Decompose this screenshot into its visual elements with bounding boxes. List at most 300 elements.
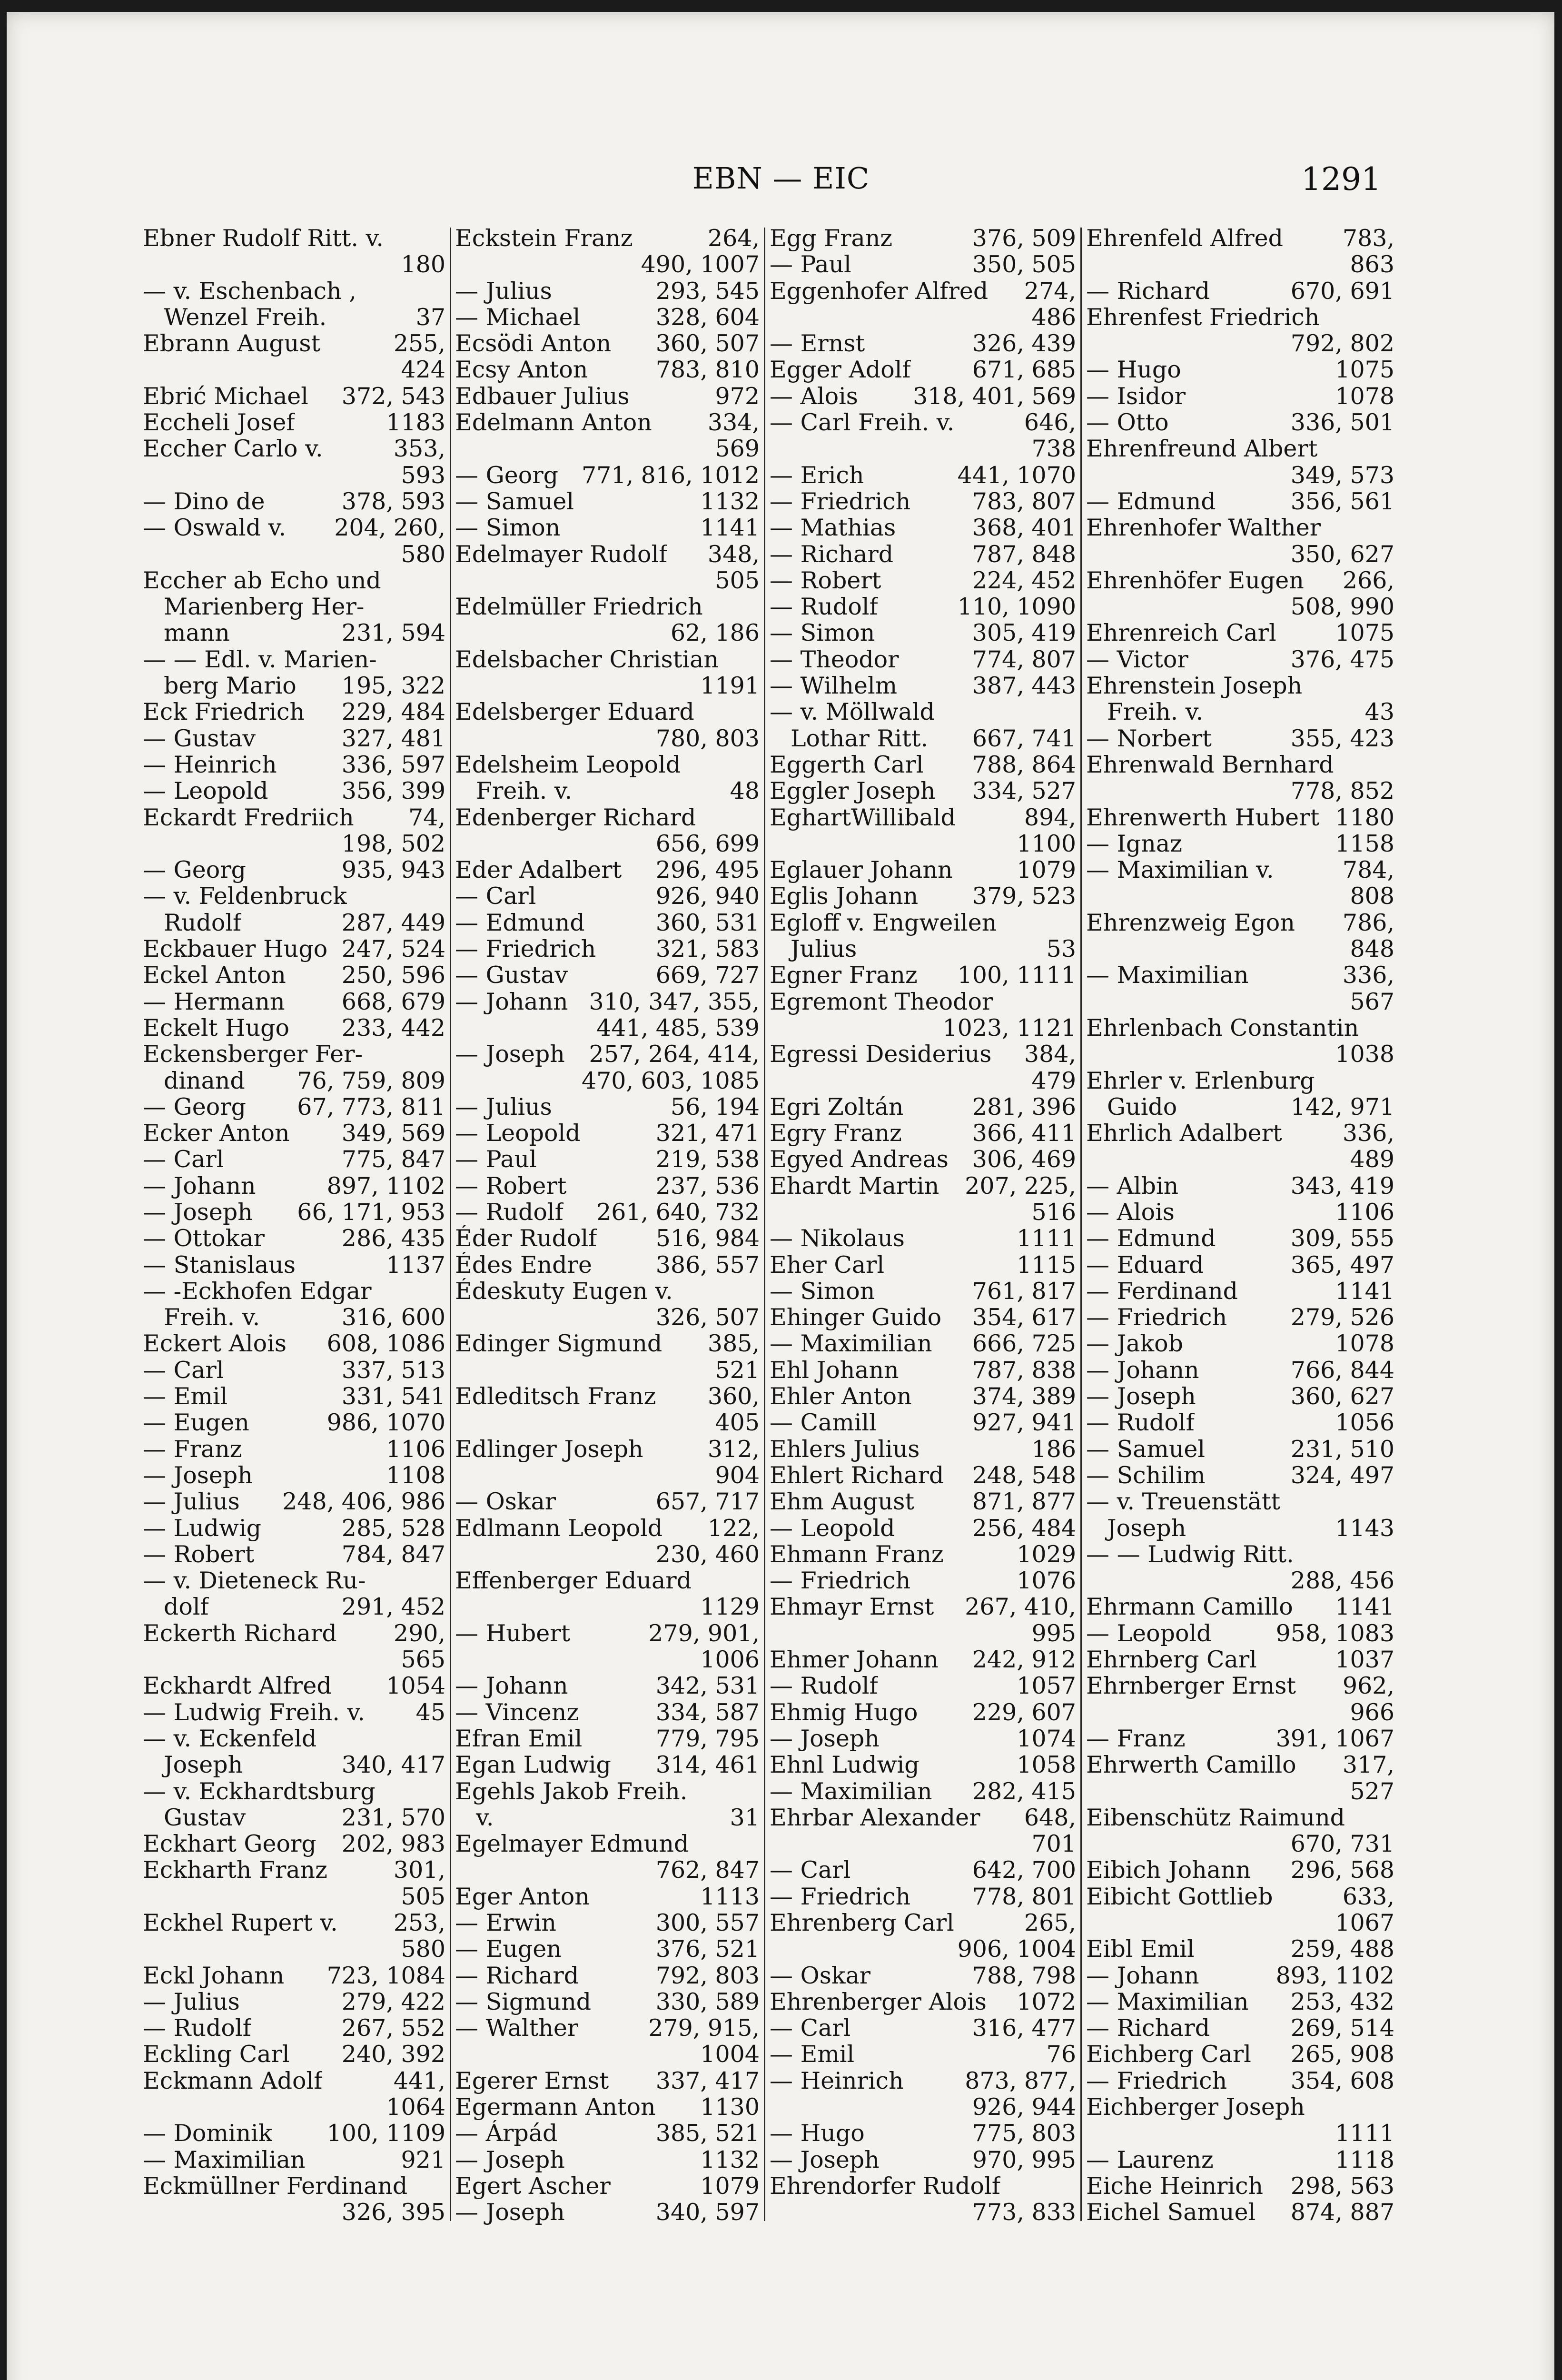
index-entry bbox=[770, 1726, 1076, 1752]
index-entry bbox=[143, 883, 445, 909]
index-entry bbox=[1086, 1409, 1394, 1436]
entry-name: Eichberg Carl bbox=[1086, 2041, 1251, 2068]
entry-name: Ehrenberger Alois bbox=[770, 1988, 987, 2015]
index-entry bbox=[143, 1594, 445, 1620]
entry-name: — Nikolaus bbox=[770, 1225, 905, 1252]
index-entry bbox=[770, 2173, 1076, 2199]
index-entry bbox=[143, 462, 445, 488]
entry-pages: 486 bbox=[1031, 304, 1076, 331]
index-entry bbox=[455, 251, 760, 278]
entry-pages: 1075 bbox=[1335, 620, 1394, 646]
entry-name: — Gustav bbox=[143, 725, 256, 752]
entry-pages: 441, 485, 539 bbox=[596, 1014, 760, 1041]
entry-pages: 372, 543 bbox=[341, 383, 445, 410]
index-entry bbox=[455, 2041, 760, 2067]
entry-pages: 66, 171, 953 bbox=[297, 1199, 445, 1226]
entry-name: — v. Eckhardtsburg bbox=[143, 1778, 376, 1805]
entry-name: Edlinger Joseph bbox=[455, 1436, 643, 1462]
entry-pages: 240, 392 bbox=[341, 2041, 445, 2068]
entry-name: — v. Feldenbruck bbox=[143, 883, 347, 910]
index-entry bbox=[455, 2068, 760, 2094]
index-entry bbox=[1086, 357, 1394, 383]
entry-name: — Julius bbox=[143, 1488, 240, 1515]
entry-name: — Robert bbox=[455, 1172, 567, 1199]
index-entry bbox=[1086, 330, 1394, 357]
entry-name: Eibl Emil bbox=[1086, 1936, 1195, 1963]
index-entry bbox=[143, 594, 445, 620]
entry-name: dolf bbox=[164, 1594, 209, 1620]
index-entry bbox=[1086, 804, 1394, 831]
index-entry bbox=[143, 251, 445, 278]
index-entry bbox=[455, 383, 760, 409]
entry-pages bbox=[1391, 2094, 1394, 2120]
entry-pages: 670, 691 bbox=[1290, 278, 1394, 304]
entry-pages: 966 bbox=[1350, 1699, 1394, 1726]
entry-name: — Johann bbox=[455, 1673, 568, 1699]
index-entry bbox=[455, 804, 760, 831]
entry-name: — Wilhelm bbox=[770, 673, 898, 699]
index-entry bbox=[1086, 567, 1394, 594]
entry-pages: 334, bbox=[707, 409, 760, 436]
index-entry bbox=[143, 1726, 445, 1752]
index-entry bbox=[770, 1146, 1076, 1172]
entry-pages: 784, bbox=[1342, 857, 1394, 883]
index-entry bbox=[1086, 2173, 1394, 2199]
entry-name: Eibenschütz Raimund bbox=[1086, 1804, 1345, 1831]
entry-name: — Friedrich bbox=[1086, 2067, 1227, 2094]
entry-name: — Paul bbox=[455, 1146, 537, 1173]
entry-name: Ehrnberger Ernst bbox=[1086, 1673, 1296, 1699]
entry-pages bbox=[1391, 304, 1394, 330]
entry-name: — Edmund bbox=[1086, 488, 1216, 515]
index-entry bbox=[770, 936, 1076, 962]
index-entry bbox=[143, 2041, 445, 2067]
entry-pages: 207, 225, bbox=[965, 1172, 1076, 1199]
entry-name: — Leopold bbox=[455, 1120, 581, 1147]
entry-name: — Dominik bbox=[143, 2120, 273, 2147]
entry-pages: 365, 497 bbox=[1290, 1251, 1394, 1278]
entry-pages: 321, 583 bbox=[655, 936, 760, 962]
entry-name: — Samuel bbox=[455, 488, 574, 515]
index-entry bbox=[455, 1857, 760, 1883]
index-entry bbox=[143, 1963, 445, 1989]
entry-pages: 1074 bbox=[1017, 1725, 1076, 1752]
index-entry bbox=[455, 883, 760, 909]
entry-name: — Rudolf bbox=[770, 594, 878, 620]
index-entry bbox=[770, 2094, 1076, 2120]
entry-name: — Simon bbox=[770, 620, 875, 646]
entry-pages: 330, 589 bbox=[655, 1988, 760, 2015]
entry-pages: 773, 833 bbox=[972, 2199, 1076, 2226]
entry-name: Eckharth Franz bbox=[143, 1857, 327, 1884]
index-entry bbox=[143, 646, 445, 673]
entry-name: Wenzel Freih. bbox=[164, 304, 327, 331]
index-entry bbox=[455, 594, 760, 620]
index-entry bbox=[770, 1094, 1076, 1120]
index-entry bbox=[143, 752, 445, 778]
entry-pages bbox=[1391, 752, 1394, 778]
entry-name: — Maximilian bbox=[143, 2146, 306, 2173]
index-entry bbox=[1086, 1383, 1394, 1409]
entry-name: — Robert bbox=[770, 567, 881, 594]
entry-name: Ehrenhöfer Eugen bbox=[1086, 567, 1304, 594]
entry-pages bbox=[1391, 1068, 1394, 1094]
index-entry bbox=[770, 1304, 1076, 1330]
entry-pages: 312, bbox=[707, 1436, 760, 1462]
entry-name: — Julius bbox=[143, 1988, 240, 2015]
entry-pages: 378, 593 bbox=[341, 488, 445, 515]
entry-name: — Eugen bbox=[143, 1409, 249, 1436]
entry-name: — Ernst bbox=[770, 330, 865, 357]
entry-pages: 386, 557 bbox=[655, 1251, 760, 1278]
index-entry bbox=[770, 1383, 1076, 1409]
entry-pages: 921 bbox=[401, 2146, 445, 2173]
entry-name: Eichel Samuel bbox=[1086, 2199, 1256, 2226]
index-entry bbox=[455, 646, 760, 673]
entry-pages: 958, 1083 bbox=[1275, 1620, 1394, 1647]
entry-name: Egri Zoltán bbox=[770, 1093, 904, 1121]
page-title: EBN — EIC bbox=[692, 161, 870, 196]
index-entry bbox=[455, 1330, 760, 1357]
entry-name: Eichberger Joseph bbox=[1086, 2094, 1305, 2121]
index-entry bbox=[455, 515, 760, 541]
entry-pages bbox=[756, 1278, 760, 1304]
entry-name: dinand bbox=[164, 1067, 245, 1094]
entry-pages bbox=[756, 1567, 760, 1594]
entry-pages: 296, 495 bbox=[655, 857, 760, 883]
entry-pages: 326, 439 bbox=[972, 330, 1076, 357]
index-entry bbox=[770, 1357, 1076, 1383]
index-entry bbox=[770, 1857, 1076, 1883]
index-entry bbox=[143, 2068, 445, 2094]
entry-pages: 1106 bbox=[386, 1436, 445, 1462]
entry-pages: 787, 838 bbox=[972, 1357, 1076, 1384]
entry-name: — Joseph bbox=[770, 1725, 880, 1752]
entry-pages: 775, 803 bbox=[972, 2120, 1076, 2147]
index-entry bbox=[455, 1541, 760, 1567]
index-entry bbox=[143, 515, 445, 541]
entry-name: Edelmayer Rudolf bbox=[455, 541, 668, 567]
index-entry bbox=[770, 1120, 1076, 1146]
index-entry bbox=[1086, 1015, 1394, 1041]
index-entry bbox=[143, 1515, 445, 1541]
page-header bbox=[0, 161, 1562, 199]
entry-name: Ehler Anton bbox=[770, 1383, 912, 1410]
entry-name: — Dino de bbox=[143, 488, 265, 515]
entry-name: — Leopold bbox=[143, 778, 268, 804]
entry-pages: 110, 1090 bbox=[957, 594, 1076, 620]
entry-name: — Samuel bbox=[1086, 1436, 1206, 1462]
entry-pages: 248, 406, 986 bbox=[282, 1488, 445, 1515]
entry-name: Marienberg Her- bbox=[164, 594, 365, 620]
entry-pages: 646, bbox=[1024, 409, 1076, 436]
index-entry bbox=[770, 1989, 1076, 2015]
entry-name: — Walther bbox=[455, 2015, 579, 2042]
index-entry bbox=[770, 225, 1076, 251]
index-entry bbox=[143, 304, 445, 330]
entry-name: — Joseph bbox=[143, 1199, 253, 1226]
entry-name: Eibicht Gottlieb bbox=[1086, 1883, 1273, 1910]
index-entry bbox=[770, 1173, 1076, 1199]
index-entry bbox=[770, 1278, 1076, 1304]
entry-pages bbox=[442, 1278, 445, 1304]
entry-pages: 356, 561 bbox=[1290, 488, 1394, 515]
index-entry bbox=[1086, 1488, 1394, 1515]
index-entry bbox=[770, 1330, 1076, 1357]
index-entry bbox=[1086, 1278, 1394, 1304]
entry-name: Ehmer Johann bbox=[770, 1646, 939, 1673]
index-entry bbox=[143, 1041, 445, 1067]
index-entry bbox=[1086, 1831, 1394, 1857]
index-entry bbox=[455, 409, 760, 436]
entry-pages: 360, 507 bbox=[655, 330, 760, 357]
entry-pages: 774, 807 bbox=[972, 646, 1076, 673]
entry-name: — Johann bbox=[143, 1172, 256, 1199]
entry-pages: 1037 bbox=[1335, 1646, 1394, 1673]
entry-name: — Franz bbox=[1086, 1725, 1186, 1752]
entry-pages: 633, bbox=[1342, 1883, 1394, 1910]
entry-pages: 309, 555 bbox=[1290, 1225, 1394, 1252]
entry-pages: 250, 596 bbox=[341, 962, 445, 989]
entry-pages: 1180 bbox=[1335, 804, 1394, 831]
entry-name: Freih. v. bbox=[1107, 699, 1204, 725]
entry-pages: 723, 1084 bbox=[326, 1962, 445, 1989]
index-entry bbox=[143, 436, 445, 462]
entry-pages: 516, 984 bbox=[655, 1225, 760, 1252]
index-entry bbox=[455, 857, 760, 883]
entry-pages: 229, 484 bbox=[341, 699, 445, 725]
entry-name: Ecsödi Anton bbox=[455, 330, 612, 357]
entry-pages: 1141 bbox=[700, 515, 760, 541]
index-entry bbox=[143, 989, 445, 1015]
entry-pages: 1113 bbox=[700, 1883, 760, 1910]
entry-name: — Joseph bbox=[1086, 1383, 1196, 1410]
entry-pages: 792, 803 bbox=[655, 1962, 760, 1989]
entry-name: berg Mario bbox=[164, 673, 297, 699]
entry-name: Rudolf bbox=[164, 909, 242, 936]
index-entry bbox=[143, 1015, 445, 1041]
entry-pages bbox=[1072, 2173, 1076, 2199]
index-entry bbox=[455, 962, 760, 988]
index-entry bbox=[770, 330, 1076, 357]
index-entry bbox=[455, 620, 760, 646]
entry-name: — Ferdinand bbox=[1086, 1278, 1238, 1305]
entry-name: — Carl bbox=[143, 1357, 224, 1384]
entry-name: Eggerth Carl bbox=[770, 751, 924, 778]
entry-name: — — Ludwig Ritt. bbox=[1086, 1541, 1294, 1568]
index-entry bbox=[455, 1989, 760, 2015]
entry-pages: 1058 bbox=[1017, 1752, 1076, 1778]
index-entry bbox=[770, 1752, 1076, 1778]
entry-pages: 894, bbox=[1024, 804, 1076, 831]
entry-name: Edelsbacher Christian bbox=[455, 646, 719, 673]
entry-name: Ehrenwald Bernhard bbox=[1086, 751, 1334, 778]
entry-pages: 317, bbox=[1342, 1752, 1394, 1778]
entry-pages: 1054 bbox=[386, 1673, 445, 1699]
index-entry bbox=[1086, 936, 1394, 962]
entry-name: — Hermann bbox=[143, 988, 285, 1015]
index-entry bbox=[455, 1752, 760, 1778]
entry-pages: 269, 514 bbox=[1290, 2015, 1394, 2042]
index-entry bbox=[143, 1357, 445, 1383]
index-entry bbox=[143, 1884, 445, 1910]
entry-name: Egermann Anton bbox=[455, 2094, 656, 2121]
entry-name: — Ludwig bbox=[143, 1515, 262, 1541]
entry-pages: 808 bbox=[1350, 883, 1394, 910]
index-entry bbox=[1086, 673, 1394, 699]
entry-name: Edelmann Anton bbox=[455, 409, 652, 436]
index-entry bbox=[770, 857, 1076, 883]
index-entry bbox=[770, 1699, 1076, 1726]
entry-pages: 305, 419 bbox=[972, 620, 1076, 646]
index-entry bbox=[1086, 1515, 1394, 1541]
entry-name: Eckling Carl bbox=[143, 2041, 290, 2068]
index-entry bbox=[1086, 1068, 1394, 1094]
index-column-3 bbox=[770, 225, 1076, 2224]
index-entry bbox=[770, 778, 1076, 804]
index-entry bbox=[1086, 515, 1394, 541]
entry-pages: 642, 700 bbox=[972, 1857, 1076, 1884]
index-entry bbox=[455, 699, 760, 725]
entry-pages: 237, 536 bbox=[655, 1172, 760, 1199]
entry-pages: 379, 523 bbox=[972, 883, 1076, 910]
entry-pages bbox=[1072, 910, 1076, 936]
entry-pages: 1078 bbox=[1335, 1330, 1394, 1357]
entry-name: — Hubert bbox=[455, 1620, 571, 1647]
entry-pages: 1141 bbox=[1335, 1278, 1394, 1305]
index-entry bbox=[770, 752, 1076, 778]
index-entry bbox=[143, 541, 445, 567]
index-entry bbox=[143, 488, 445, 515]
entry-name: — Norbert bbox=[1086, 725, 1212, 752]
entry-name: Eckensberger Fer- bbox=[143, 1041, 363, 1068]
index-entry bbox=[1086, 1989, 1394, 2015]
entry-name: — v. Eschenbach , bbox=[143, 278, 356, 304]
entry-pages: 279, 915, bbox=[648, 2015, 760, 2042]
entry-pages: 1132 bbox=[700, 488, 760, 515]
index-entry bbox=[143, 567, 445, 594]
entry-name: — Friedrich bbox=[770, 1567, 911, 1594]
entry-pages: 1130 bbox=[700, 2094, 760, 2121]
entry-pages: 775, 847 bbox=[341, 1146, 445, 1173]
entry-name: — Richard bbox=[1086, 2015, 1210, 2042]
entry-pages: 242, 912 bbox=[972, 1646, 1076, 1673]
entry-name: Lothar Ritt. bbox=[791, 725, 929, 752]
entry-name: Edleditsch Franz bbox=[455, 1383, 656, 1410]
index-entry bbox=[1086, 1805, 1394, 1831]
entry-pages: 666, 725 bbox=[972, 1330, 1076, 1357]
entry-pages: 274, bbox=[1024, 278, 1076, 304]
entry-name: — Carl bbox=[770, 2015, 851, 2042]
entry-pages bbox=[442, 883, 445, 909]
entry-name: Ehrlenbach Constantin bbox=[1086, 1014, 1359, 1041]
index-entry bbox=[770, 673, 1076, 699]
index-entry bbox=[770, 962, 1076, 988]
index-entry bbox=[455, 1805, 760, 1831]
column-rule bbox=[450, 228, 451, 2221]
entry-name: — Joseph bbox=[455, 1041, 565, 1068]
entry-pages: 300, 557 bbox=[655, 1910, 760, 1936]
entry-pages: 310, 347, 355, bbox=[589, 988, 760, 1015]
entry-name: — v. Möllwald bbox=[770, 699, 935, 725]
entry-pages: 926, 940 bbox=[655, 883, 760, 910]
index-entry bbox=[770, 1910, 1076, 1936]
index-entry bbox=[1086, 2068, 1394, 2094]
entry-pages bbox=[1391, 1488, 1394, 1515]
entry-name: — Carl bbox=[770, 1857, 851, 1884]
entry-pages: 1137 bbox=[386, 1251, 445, 1278]
entry-name: Eckl Johann bbox=[143, 1962, 285, 1989]
index-entry bbox=[770, 462, 1076, 488]
entry-pages: 505 bbox=[715, 567, 760, 594]
entry-name: Ehmayr Ernst bbox=[770, 1594, 934, 1620]
entry-pages: 1115 bbox=[1017, 1251, 1076, 1278]
index-entry bbox=[143, 1462, 445, 1488]
entry-name: Egehls Jakob Freih. bbox=[455, 1778, 688, 1805]
index-entry bbox=[770, 1252, 1076, 1278]
index-entry bbox=[770, 304, 1076, 330]
entry-name: Eccher ab Echo und bbox=[143, 567, 381, 594]
entry-pages bbox=[1391, 673, 1394, 699]
entry-pages: 56, 194 bbox=[670, 1093, 760, 1121]
index-entry bbox=[1086, 962, 1394, 988]
entry-pages: 1038 bbox=[1335, 1041, 1394, 1068]
entry-pages: 337, 417 bbox=[655, 2067, 760, 2094]
entry-pages: 569 bbox=[715, 436, 760, 462]
index-entry bbox=[770, 567, 1076, 594]
index-entry bbox=[143, 2015, 445, 2041]
index-entry bbox=[1086, 1752, 1394, 1778]
entry-pages: 355, 423 bbox=[1290, 725, 1394, 752]
entry-pages: 318, 401, 569 bbox=[913, 383, 1076, 410]
entry-name: Ehrenfreund Albert bbox=[1086, 436, 1318, 462]
index-entry bbox=[770, 1936, 1076, 1962]
entry-pages: 142, 971 bbox=[1290, 1093, 1394, 1121]
index-entry bbox=[770, 251, 1076, 278]
entry-pages: 1129 bbox=[700, 1594, 760, 1620]
entry-pages: 306, 469 bbox=[972, 1146, 1076, 1173]
entry-pages: 1118 bbox=[1335, 2146, 1394, 2173]
entry-pages: 871, 877 bbox=[972, 1488, 1076, 1515]
index-entry bbox=[455, 462, 760, 488]
entry-name: Guido bbox=[1107, 1093, 1177, 1121]
entry-pages: 293, 545 bbox=[655, 278, 760, 304]
index-entry bbox=[770, 646, 1076, 673]
index-entry bbox=[455, 1146, 760, 1172]
page-number: 1291 bbox=[1301, 161, 1381, 198]
index-entry bbox=[143, 1752, 445, 1778]
entry-pages: 186 bbox=[1031, 1436, 1076, 1462]
entry-pages: 259, 488 bbox=[1290, 1936, 1394, 1963]
entry-pages: 321, 471 bbox=[655, 1120, 760, 1147]
entry-name: Ehm August bbox=[770, 1488, 915, 1515]
index-entry bbox=[455, 1910, 760, 1936]
entry-name: — Albin bbox=[1086, 1172, 1179, 1199]
index-entry bbox=[455, 1199, 760, 1225]
entry-name: — Johann bbox=[1086, 1357, 1199, 1384]
entry-pages bbox=[1391, 1541, 1394, 1567]
entry-pages bbox=[442, 278, 445, 304]
entry-name: Egloff v. Engweilen bbox=[770, 909, 997, 936]
index-entry bbox=[770, 1646, 1076, 1673]
entry-name: Eckardt Fredriich bbox=[143, 804, 354, 831]
entry-pages bbox=[756, 804, 760, 831]
entry-pages: 441, 1070 bbox=[957, 462, 1076, 488]
column-rule bbox=[1080, 228, 1082, 2221]
index-entry bbox=[455, 1462, 760, 1488]
index-entry bbox=[1086, 752, 1394, 778]
entry-pages: 290, bbox=[393, 1620, 445, 1647]
